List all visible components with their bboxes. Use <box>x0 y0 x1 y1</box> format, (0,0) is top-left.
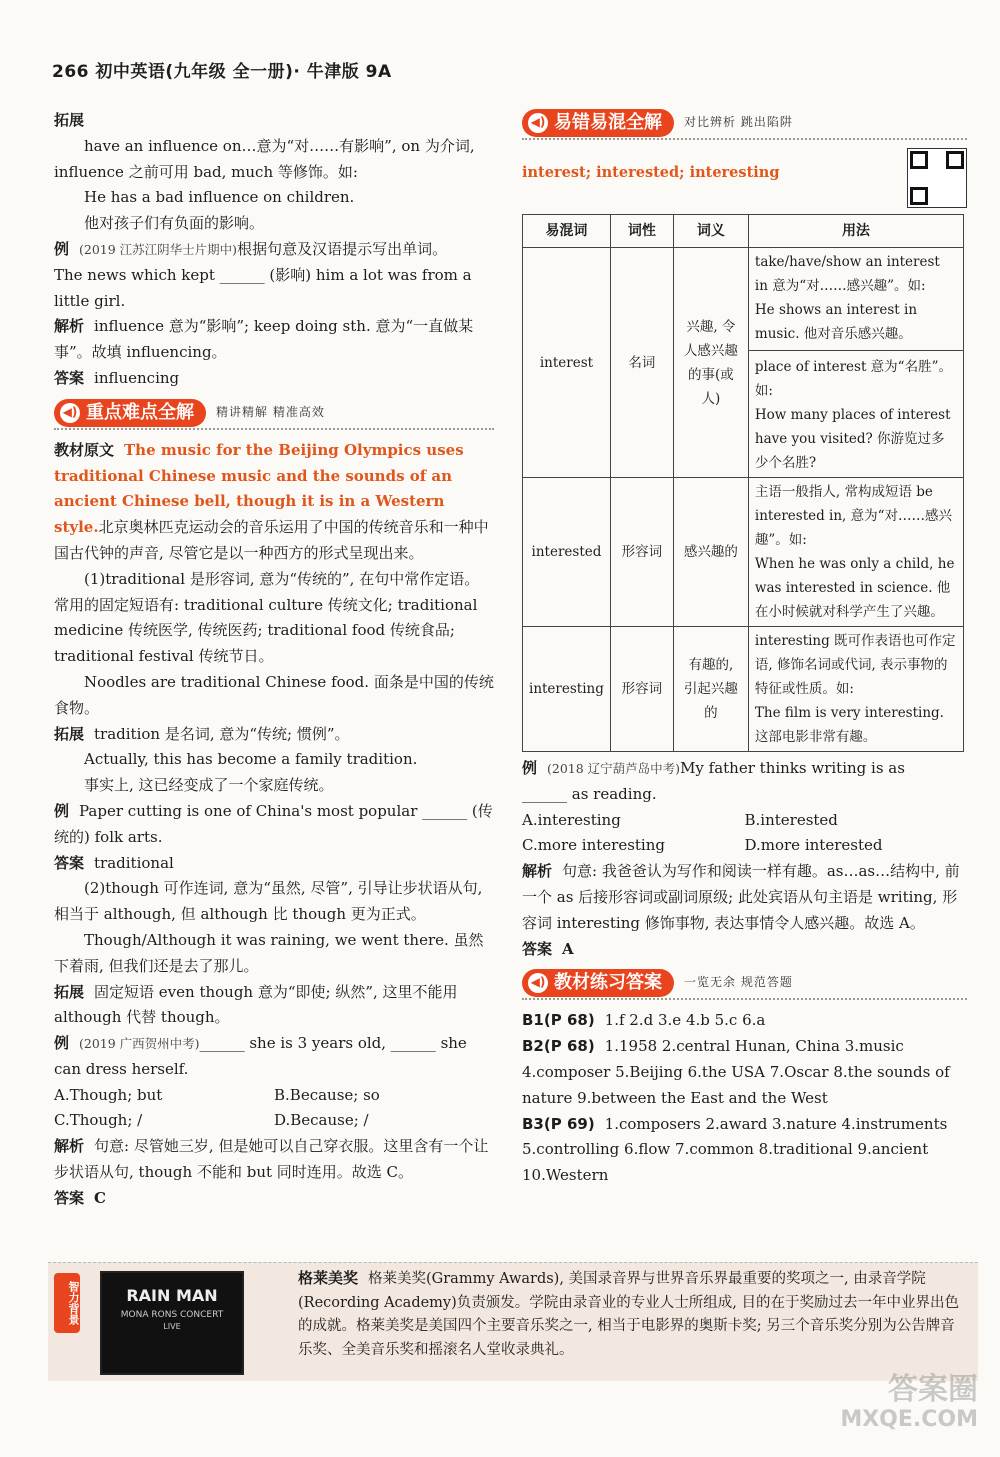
analysis-label: 解析 <box>54 317 85 336</box>
example-question: Paper cutting is one of China's most popular ______ (传统的) folk arts. <box>54 801 493 846</box>
point-traditional: (1)traditional 是形容词, 意为“传统的”, 在句中常作定语。常用的固定短语有: traditional culture 传统文化; traditional medicine 传统医学, 传统医药; traditional food 传统食品; traditional festival 传统节日。 <box>54 569 480 666</box>
answer-text: A <box>562 939 574 958</box>
answer-text: C <box>94 1188 106 1207</box>
example-block <box>54 237 494 263</box>
photo-caption: MONA RONS CONCERT <box>120 1309 224 1320</box>
answers-tag: B1(P 68) <box>522 1011 595 1030</box>
right-column <box>522 108 967 1189</box>
example-question: ______ she is 3 years old, ______ she can dress herself. <box>54 1034 467 1078</box>
usage-example: How many places of interest have you visited? 你游览过多少个名胜? <box>754 407 951 471</box>
qr-code-icon[interactable] <box>907 148 967 208</box>
analysis-text: influence 意为“影响”; keep doing sth. 意为“一直做某事”。故填 influencing。 <box>54 317 474 362</box>
usage-example: He shows an interest in music. 他对音乐感兴趣。 <box>754 302 918 342</box>
table-row <box>523 248 964 478</box>
example-label: 例 <box>54 1034 70 1053</box>
word-cell: interesting <box>523 627 611 752</box>
usage-text: 主语一般指人, 常构成短语 be interested in, 意为“对……感兴趣”。如: <box>754 484 953 548</box>
section-subtitle: 对比辨析 跳出陷阱 <box>684 115 793 130</box>
section-title: 易错易混全解 <box>554 112 662 134</box>
point-though-example: Though/Although it was raining, we went there. 虽然下着雨, 但我们还是去了那儿。 <box>54 930 484 975</box>
options-row <box>54 1083 494 1109</box>
extension-label: 拓展 <box>54 982 85 1001</box>
background-tag: 智力背景 <box>54 1273 80 1333</box>
answer-text: traditional <box>94 853 174 872</box>
usage-text: interesting 既可作表语也可作定语, 修饰名词或代词, 表示事物的特征或性质。如: <box>754 633 956 697</box>
section-confusing <box>522 108 967 140</box>
example-sentence-cn: 他对孩子们有负面的影响。 <box>84 214 265 233</box>
pos-cell: 名词 <box>610 248 673 478</box>
example-label: 例 <box>54 239 70 258</box>
option-d: D.Because; / <box>274 1111 369 1130</box>
answers-b2 <box>522 1034 967 1111</box>
example-sentence-cn: 事实上, 这已经变成了一个家庭传统。 <box>84 776 334 795</box>
column-header: 易混词 <box>523 215 611 248</box>
example-question: My father thinks writing is as <box>680 759 905 777</box>
left-column <box>54 108 494 1212</box>
background-body: 格莱美奖(Grammy Awards), 美国录音界与世界音乐界最重要的奖项之一, 由录音学院(Recording Academy)负责颁发。学院由录音业的专业人士所组成, 目的在于奖励过去一年中业界出色的成就。格莱美奖是美国四个主要音乐奖之一, 相当于电影界的奥斯卡奖; 另三个音乐奖分别为公告牌音乐奖、全美音乐奖和摇滚名人堂收录典礼。 <box>298 1271 960 1358</box>
option-a: A.interesting <box>522 810 621 829</box>
answers-tag: B2(P 68) <box>522 1037 595 1056</box>
confusing-words-table <box>522 214 964 752</box>
answers-text: 1.composers 2.award 3.nature 4.instruments 5.controlling 6.flow 7.common 8.traditional 9.ancient 10.Western <box>522 1114 948 1185</box>
example-label: 例 <box>522 759 538 777</box>
background-text <box>298 1267 968 1362</box>
background-info-box <box>48 1262 978 1381</box>
option-b: B.interested <box>744 810 838 829</box>
example-label: 例 <box>54 801 70 820</box>
speaker-icon: ◀) <box>60 403 80 423</box>
word-cell: interested <box>523 478 611 627</box>
extension-text: have an influence on…意为“对……有影响”, on 为介词, influence 之前可用 bad, much 等修饰。如: <box>54 136 475 181</box>
option-a: A.Though; but <box>54 1085 163 1104</box>
meaning-cell: 感兴趣的 <box>673 478 748 627</box>
answer-label: 答案 <box>54 368 85 387</box>
usage-example: When he was only a child, he was interested in science. 他在小时候就对科学产生了兴趣。 <box>754 556 955 620</box>
speaker-icon: ◀) <box>528 113 548 133</box>
pos-cell: 形容词 <box>610 478 673 627</box>
extension-label: 拓展 <box>54 724 85 743</box>
answer-label: 答案 <box>54 1188 85 1207</box>
watermark-logo <box>840 1372 978 1435</box>
usage-cell <box>748 627 963 752</box>
background-title: 格莱美奖 <box>298 1269 359 1287</box>
option-b: B.Because; so <box>274 1085 380 1104</box>
column-header: 词义 <box>673 215 748 248</box>
example-question: The news which kept ______ (影响) him a lot was from a little girl. <box>54 265 472 310</box>
analysis-label: 解析 <box>54 1137 85 1156</box>
example-question-cont: ______ as reading. <box>522 784 657 803</box>
photo-caption: RAIN MAN <box>126 1286 218 1305</box>
speaker-icon: ◀) <box>528 973 548 993</box>
analysis-text: 句意: 我爸爸认为写作和阅读一样有趣。as…as…结构中, 前一个 as 后接形容词或副词原级; 此处宾语从句主语是 writing, 形容词 interesting 修饰事物, 表达事情令人感兴趣。故选 A。 <box>522 862 960 932</box>
usage-cell <box>748 478 963 627</box>
options-row <box>522 808 967 834</box>
table-row <box>523 627 964 752</box>
page-header: 266 初中英语(九年级 全一册)· 牛津版 9A <box>52 62 392 82</box>
point-though: (2)though 可作连词, 意为“虽然, 尽管”, 引导让步状语从句, 相当于 although, 但 although 比 though 更为正式。 <box>54 879 483 924</box>
example-instruction: 根据句意及汉语提示写出单词。 <box>237 239 448 258</box>
example-sentence-en: He has a bad influence on children. <box>84 188 355 207</box>
example-sentence-en: Actually, this has become a family tradition. <box>84 750 418 769</box>
answers-tag: B3(P 69) <box>522 1114 595 1133</box>
options-row <box>522 833 967 859</box>
watermark-url: MXQE.COM <box>840 1407 978 1432</box>
option-c: C.Though; / <box>54 1111 143 1130</box>
concert-photo <box>100 1271 244 1375</box>
table-header-row <box>523 215 964 248</box>
section-exercise-answers <box>522 968 967 1000</box>
word-cell: interest <box>523 248 611 478</box>
answers-b3 <box>522 1112 967 1189</box>
original-text-label: 教材原文 <box>54 440 115 459</box>
answer-label: 答案 <box>54 853 85 872</box>
column-header: 词性 <box>610 215 673 248</box>
meaning-cell: 兴趣, 令人感兴趣的事(或人) <box>673 248 748 478</box>
original-text-cn: 北京奥林匹克运动会的音乐运用了中国的传统音乐和一种中国古代钟的声音, 尽管它是以一种西方的形式呈现出来。 <box>54 518 489 562</box>
extension-text: tradition 是名词, 意为“传统; 惯例”。 <box>94 724 350 743</box>
point-traditional-example: Noodles are traditional Chinese food. 面条是中国的传统食物。 <box>54 672 494 717</box>
photo-caption: LIVE <box>163 1321 181 1331</box>
answers-text: 1.1958 2.central Hunan, China 3.music 4.composer 5.Beijing 6.the USA 7.Oscar 8.the sounds of nature 9.between the East and the West <box>522 1037 950 1107</box>
section-key-points <box>54 398 494 430</box>
section-title: 教材练习答案 <box>554 972 662 994</box>
section-subtitle: 一览无余 规范答题 <box>684 975 793 990</box>
original-text-en: The music for the Beijing Olympics uses traditional Chinese music and the sounds of an ancient Chinese bell, though it is in a Western style. <box>54 440 464 537</box>
options-row <box>54 1108 494 1134</box>
usage-cell <box>748 248 963 478</box>
example-source: (2018 辽宁葫芦岛中考) <box>547 761 681 776</box>
answers-b1 <box>522 1008 967 1034</box>
extension-label: 拓展 <box>54 111 85 129</box>
example-source: (2019 广西贺州中考) <box>79 1036 200 1052</box>
watermark-text: 答案圈 <box>888 1372 978 1407</box>
usage-example: The film is very interesting. 这部电影非常有趣。 <box>754 705 944 745</box>
analysis-text: 句意: 尽管她三岁, 但是她可以自己穿衣服。这里含有一个让步状语从句, though 不能和 but 同时连用。故选 C。 <box>54 1137 489 1182</box>
section-title: 重点难点全解 <box>86 401 194 423</box>
meaning-cell: 有趣的, 引起兴趣的 <box>673 627 748 752</box>
answers-text: 1.f 2.d 3.e 4.b 5.c 6.a <box>604 1011 766 1030</box>
usage-text: take/have/show an interest in 意为“对……感兴趣”。如: <box>754 254 940 294</box>
option-d: D.more interested <box>744 836 883 855</box>
section-subtitle: 精讲精解 精准高效 <box>216 404 325 419</box>
usage-text: place of interest 意为“名胜”。如: <box>749 350 963 403</box>
example-source: (2019 江苏江阴华士片期中) <box>79 241 238 257</box>
answer-label: 答案 <box>522 939 553 958</box>
confusing-words-heading: interest; interested; interesting <box>522 164 780 181</box>
answer-text: influencing <box>94 368 180 387</box>
option-c: C.more interesting <box>522 836 665 855</box>
extension-text: 固定短语 even though 意为“即使; 纵然”, 这里不能用 although 代替 though。 <box>54 982 458 1027</box>
column-header: 用法 <box>748 215 963 248</box>
analysis-label: 解析 <box>522 862 553 881</box>
table-row <box>523 478 964 627</box>
pos-cell: 形容词 <box>610 627 673 752</box>
